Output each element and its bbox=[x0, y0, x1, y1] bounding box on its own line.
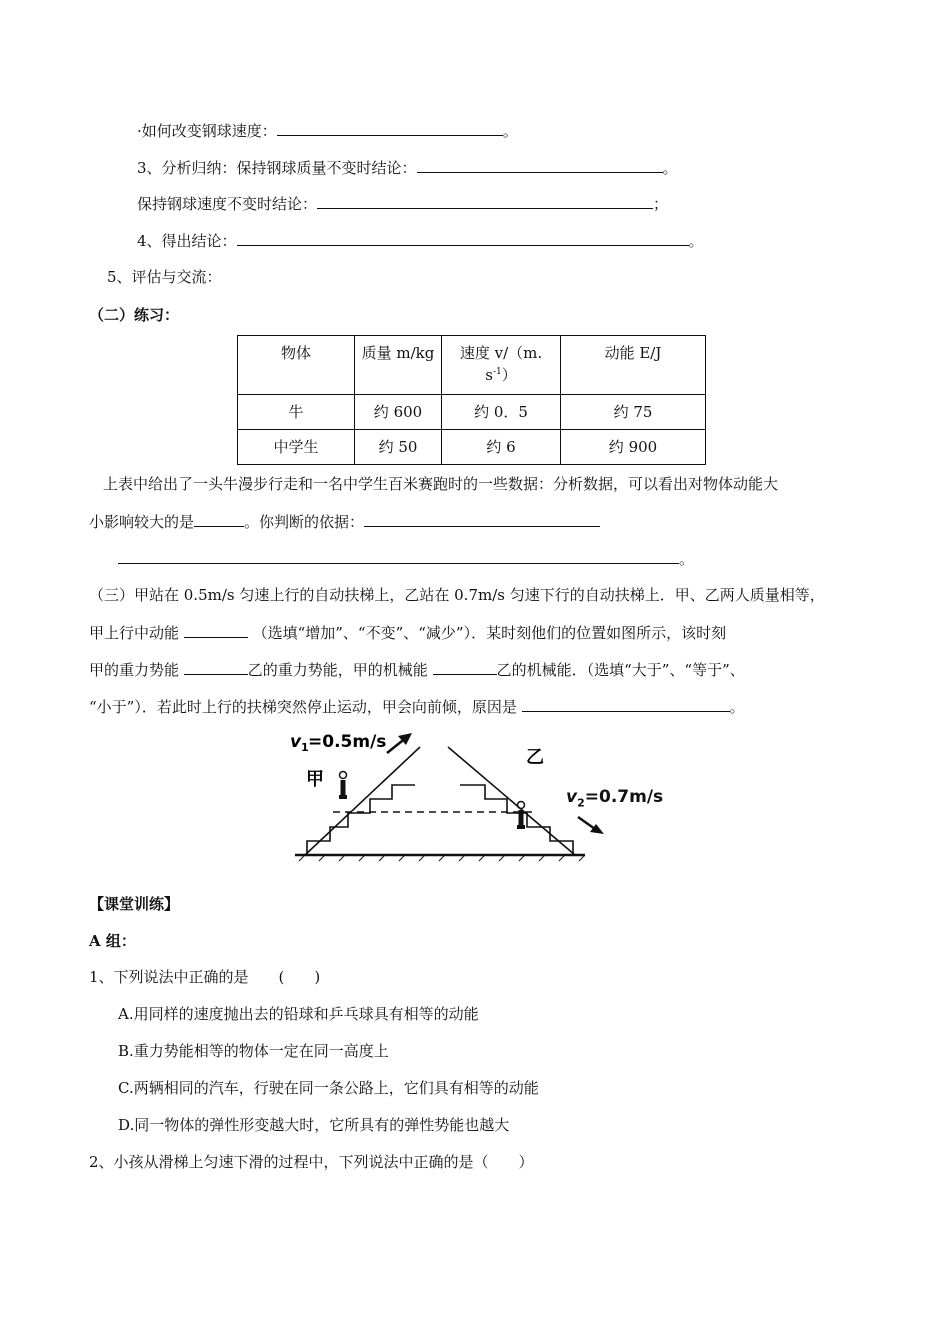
table-cell: 约 75 bbox=[561, 395, 706, 430]
escalator-question-line-1: （三）甲站在 0.5m/s 匀速上行的自动扶梯上，乙站在 0.7m/s 匀速下行的自动扶梯上．甲、乙两人质量相等， bbox=[89, 586, 825, 604]
header-cell: 动能 E/J bbox=[561, 336, 706, 395]
v1-symbol: v bbox=[290, 732, 302, 752]
person-a-figure-icon bbox=[339, 772, 347, 800]
group-a-title: A 组： bbox=[89, 932, 136, 950]
text: 4、得出结论： bbox=[137, 232, 237, 250]
text: ·如何改变钢球速度： bbox=[137, 122, 277, 140]
data-table bbox=[237, 335, 706, 465]
header-cell bbox=[442, 336, 561, 395]
v1-label bbox=[290, 732, 386, 754]
text: 乙的机械能．（选填“大于”、“等于”、 bbox=[496, 661, 745, 679]
answer-blank[interactable] bbox=[277, 120, 503, 136]
question-2: 2、小孩从滑梯上匀速下滑的过程中，下列说法中正确的是（ ） bbox=[89, 1153, 534, 1171]
answer-blank[interactable] bbox=[194, 511, 244, 527]
table-cell: 中学生 bbox=[238, 430, 355, 465]
text: 小影响较大的是 bbox=[89, 513, 195, 531]
header-cell: 质量 m/kg bbox=[355, 336, 442, 395]
answer-blank[interactable] bbox=[433, 659, 497, 675]
person-b-figure-icon bbox=[517, 802, 525, 830]
superscript: -1 bbox=[492, 367, 502, 377]
table-analysis-line-2 bbox=[89, 511, 600, 532]
text: 甲的重力势能 bbox=[89, 661, 180, 679]
question-1-option-c[interactable]: C.两辆相同的汽车，行驶在同一条公路上，它们具有相等的动能 bbox=[118, 1079, 539, 1097]
table-row bbox=[238, 430, 706, 465]
text: （选填“增加”、“不变”、“减少”）．某时刻他们的位置如图所示，该时刻 bbox=[252, 624, 727, 642]
table-cell: 约 600 bbox=[355, 395, 442, 430]
text: 。 bbox=[729, 698, 745, 716]
text: 乙的重力势能，甲的机械能 bbox=[247, 661, 428, 679]
escalator-question-line-3 bbox=[89, 659, 745, 680]
question-1-option-d[interactable]: D.同一物体的弹性形变越大时，它所具有的弹性势能也越大 bbox=[118, 1116, 510, 1134]
person-b-label: 乙 bbox=[526, 747, 544, 768]
question-line-mass-constant bbox=[137, 157, 678, 178]
table-analysis-line-1: 上表中给出了一头牛漫步行走和一名中学生百米赛跑时的一些数据：分析数据，可以看出对物体动能大 bbox=[103, 475, 779, 493]
table-cell: 约 6 bbox=[442, 430, 561, 465]
escalator-question-line-2 bbox=[89, 622, 726, 643]
text: s bbox=[485, 366, 493, 384]
answer-blank[interactable] bbox=[317, 193, 653, 209]
table-cell: 约 50 bbox=[355, 430, 442, 465]
text: ） bbox=[501, 366, 517, 384]
v1-subscript: 1 bbox=[301, 741, 309, 754]
question-line-conclusion bbox=[137, 230, 704, 251]
v2-value-label bbox=[566, 787, 663, 813]
answer-blank[interactable] bbox=[184, 622, 248, 638]
text: 。 bbox=[502, 122, 518, 140]
up-arrow-icon bbox=[387, 733, 412, 753]
practice-title: （二）练习： bbox=[89, 306, 180, 324]
down-arrow-head-icon bbox=[586, 818, 606, 836]
v2-subscript: 2 bbox=[577, 796, 585, 810]
escalator-question-line-4 bbox=[89, 696, 745, 717]
text: 。 bbox=[679, 550, 695, 568]
answer-blank[interactable] bbox=[417, 157, 663, 173]
table-header-row bbox=[238, 336, 706, 395]
evaluation-line: 5、评估与交流： bbox=[107, 268, 222, 286]
text: “小于”）．若此时上行的扶梯突然停止运动，甲会向前倾，原因是 bbox=[89, 698, 517, 716]
header-cell: 物体 bbox=[238, 336, 355, 395]
table-cell: 牛 bbox=[238, 395, 355, 430]
text: 3、分析归纳：保持钢球质量不变时结论： bbox=[137, 159, 417, 177]
escalator-figure bbox=[285, 725, 605, 865]
v2-value: =0.7m/s bbox=[584, 787, 664, 807]
text: ； bbox=[653, 195, 669, 213]
answer-blank[interactable] bbox=[184, 659, 248, 675]
question-1-option-a[interactable]: A.用同样的速度抛出去的铅球和乒乓球具有相等的动能 bbox=[118, 1005, 479, 1023]
text: 。 bbox=[688, 232, 704, 250]
v2-symbol-text: v bbox=[566, 787, 578, 807]
person-a-label: 甲 bbox=[306, 769, 324, 790]
table-cell: 约 900 bbox=[561, 430, 706, 465]
table-analysis-line-3 bbox=[118, 548, 694, 569]
v1-value: =0.5m/s bbox=[308, 732, 387, 752]
table-row bbox=[238, 395, 706, 430]
section-title: 【课堂训练】 bbox=[89, 895, 180, 913]
table-cell: 约 0．5 bbox=[442, 395, 561, 430]
question-line-change-speed bbox=[137, 120, 518, 141]
text: 。 bbox=[662, 159, 678, 177]
text: 甲上行中动能 bbox=[89, 624, 180, 642]
answer-blank[interactable] bbox=[522, 696, 730, 712]
question-line-speed-constant bbox=[137, 193, 668, 214]
text: 保持钢球速度不变时结论： bbox=[137, 195, 318, 213]
answer-blank[interactable] bbox=[237, 230, 689, 246]
text: 。你判断的依据： bbox=[244, 513, 365, 531]
text: 速度 v/（m. bbox=[459, 344, 543, 362]
answer-blank[interactable] bbox=[118, 548, 679, 564]
question-1-option-b[interactable]: B.重力势能相等的物体一定在同一高度上 bbox=[118, 1042, 389, 1060]
answer-blank[interactable] bbox=[364, 511, 600, 527]
question-1: 1、下列说法中正确的是 ( ) bbox=[89, 968, 321, 986]
